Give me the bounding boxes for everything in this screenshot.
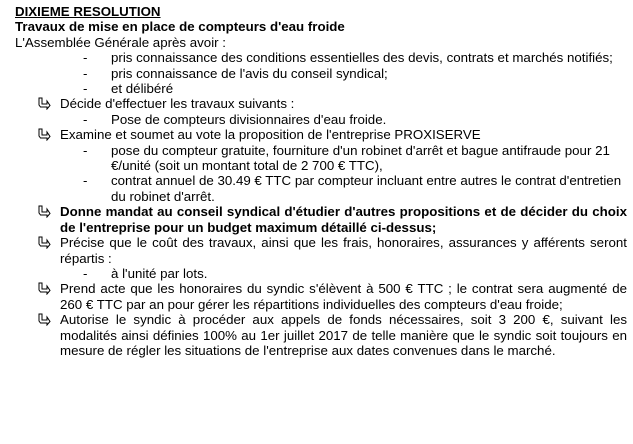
dash-bullet: - [83,142,88,158]
decision-item [15,96,627,111]
decision-item [15,281,627,312]
decision-text: Précise que le coût des travaux, ainsi que les frais, honoraires, assurances y afférents seront répartis : [60,235,627,266]
decision-sublist [15,266,627,281]
decision-text: Décide d'effectuer les travaux suivants : [60,96,295,112]
decision-item [15,312,627,358]
dash-bullet: - [83,111,88,127]
decision-subitem-text: contrat annuel de 30.49 € TTC par compteur incluant entre autres le contrat d'entretien du robinet d'arrêt. [111,173,622,204]
decision-text: Donne mandat au conseil syndical d'étudier d'autres propositions et de décider du choix de l'entreprise pour un budget maximum détaillé ci-dessus; [60,204,627,235]
resolution-document [15,4,627,358]
intro-item-text: et délibéré [111,81,174,97]
decision-text: Prend acte que les honoraires du syndic s'élèvent à 500 € TTC ; le contrat sera augmenté de 260 € TTC par an pour gérer les répartitions individuelles des compteurs d'eau froide; [60,281,627,312]
decision-text: Autorise le syndic à procéder aux appels de fonds nécessaires, soit 3 200 €, suivant les modalités ainsi définies 100% au 1er juillet 2017 de telle manière que le syndic soit toujours en mesure de régler les situations de l'entreprise aux dates convenues dans le marché. [60,312,627,358]
dash-bullet: - [83,81,88,97]
decision-item [15,235,627,266]
decision-subitem [15,112,627,127]
intro-list [15,50,627,96]
decision-text: Examine et soumet au vote la proposition de l'entreprise PROXISERVE [60,127,481,143]
decision-subitem-text: pose du compteur gratuite, fourniture d'un robinet d'arrêt et bague antifraude pour 21 €/unité (soit un montant total de 2 700 € TTC), [111,142,610,174]
dash-bullet: - [83,65,88,81]
dash-bullet: - [83,50,88,66]
hand-pointing-arrow-icon [37,313,51,326]
intro-item-text: pris connaissance des conditions essentielles des devis, contrats et marchés notifiés; [111,50,613,66]
decision-subitem [15,143,627,174]
dash-bullet: - [83,265,88,281]
decision-sublist [15,112,627,127]
hand-pointing-arrow-icon [37,282,51,295]
decision-subitem [15,266,627,281]
hand-pointing-arrow-icon [37,128,51,141]
intro-item [15,66,627,81]
intro-item-text: pris connaissance de l'avis du conseil syndical; [111,65,388,81]
decision-subitem [15,173,627,204]
intro-item [15,81,627,96]
decision-item [15,204,627,235]
intro-text: L'Assemblée Générale après avoir : [15,34,226,50]
hand-pointing-arrow-icon [37,236,51,249]
decision-subitem-text: Pose de compteurs divisionnaires d'eau froide. [111,111,387,127]
resolution-subtitle: Travaux de mise en place de compteurs d'eau froide [15,19,345,35]
dash-bullet: - [83,173,88,189]
decision-sublist [15,143,627,205]
decision-subitem-text: à l'unité par lots. [111,265,208,281]
hand-pointing-arrow-icon [37,205,51,218]
intro-item [15,50,627,65]
resolution-title: DIXIEME RESOLUTION [15,4,161,19]
hand-pointing-arrow-icon [37,97,51,110]
decision-item [15,127,627,142]
